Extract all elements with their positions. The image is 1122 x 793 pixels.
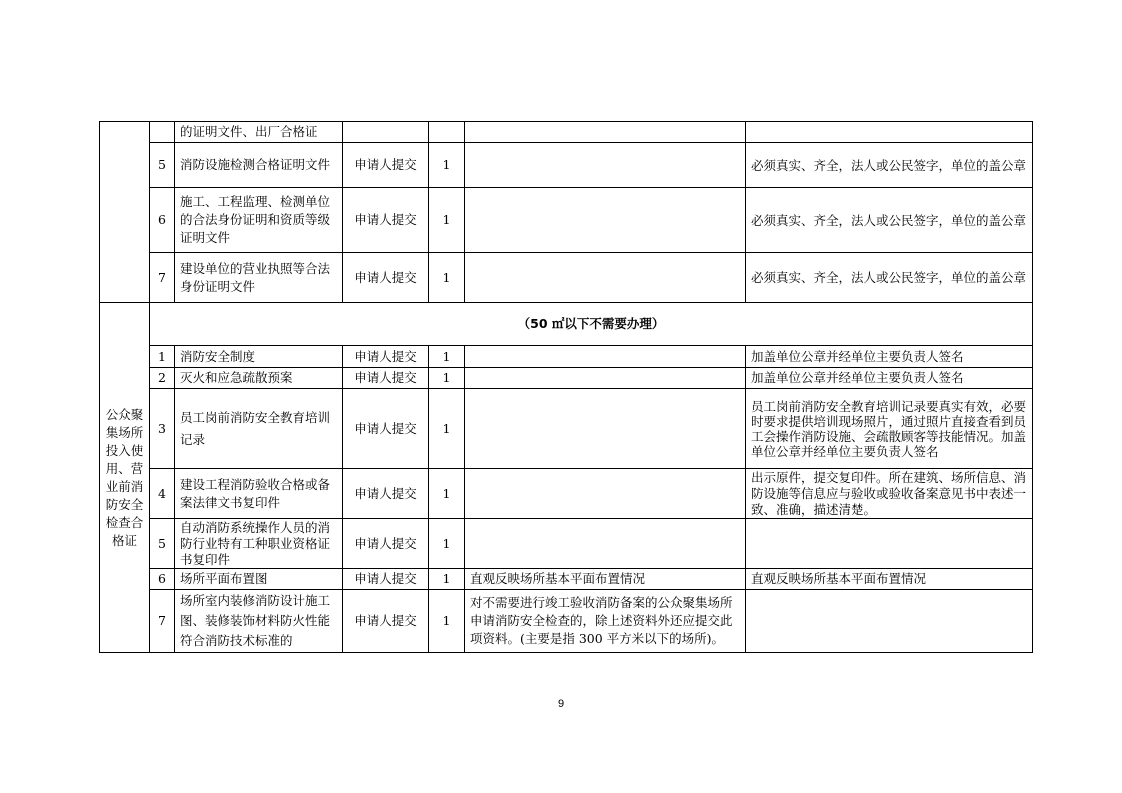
row-number: 4 <box>150 469 175 519</box>
copies: 1 <box>429 469 465 519</box>
table-row <box>100 569 1033 590</box>
basis: 直观反映场所基本平面布置情况 <box>465 569 746 590</box>
submission-method: 申请人提交 <box>343 188 429 253</box>
table-row <box>100 469 1033 519</box>
basis <box>465 253 746 303</box>
requirement-note: 必须真实、齐全，法人或公民签字，单位的盖公章 <box>746 253 1033 303</box>
basis <box>465 469 746 519</box>
requirement-note: 必须真实、齐全，法人或公民签字，单位的盖公章 <box>746 188 1033 253</box>
copies: 1 <box>429 569 465 590</box>
row-number: 6 <box>150 188 175 253</box>
requirement-note <box>746 590 1033 653</box>
table-row <box>100 253 1033 303</box>
submission-method: 申请人提交 <box>343 143 429 188</box>
copies: 1 <box>429 389 465 469</box>
material-name: 的证明文件、出厂合格证 <box>175 122 343 143</box>
material-name: 场所平面布置图 <box>175 569 343 590</box>
material-name: 施工、工程监理、检测单位的合法身份证明和资质等级证明文件 <box>175 188 343 253</box>
table-row <box>100 143 1033 188</box>
row-number <box>150 122 175 143</box>
copies: 1 <box>429 188 465 253</box>
submission-method: 申请人提交 <box>343 590 429 653</box>
submission-method: 申请人提交 <box>343 569 429 590</box>
row-number: 1 <box>150 346 175 368</box>
table-row <box>100 368 1033 389</box>
requirement-note: 直观反映场所基本平面布置情况 <box>746 569 1033 590</box>
row-number: 2 <box>150 368 175 389</box>
basis <box>465 188 746 253</box>
submission-method: 申请人提交 <box>343 346 429 368</box>
basis <box>465 519 746 569</box>
table-row <box>100 590 1033 653</box>
basis: 对不需要进行竣工验收消防备案的公众聚集场所申请消防安全检查的，除上述资料外还应提交此项资料。(主要是指 300 平方米以下的场所)。 <box>465 590 746 653</box>
copies: 1 <box>429 590 465 653</box>
requirement-note: 加盖单位公章并经单位主要负责人签名 <box>746 346 1033 368</box>
basis <box>465 143 746 188</box>
requirement-note: 出示原件，提交复印件。所在建筑、场所信息、消防设施等信息应与验收或验收备案意见书中表述一致、准确，描述清楚。 <box>746 469 1033 519</box>
table-row <box>100 122 1033 143</box>
table-row <box>100 389 1033 469</box>
row-number: 5 <box>150 519 175 569</box>
row-number: 7 <box>150 253 175 303</box>
copies <box>429 122 465 143</box>
material-name: 自动消防系统操作人员的消防行业特有工种职业资格证书复印件 <box>175 519 343 569</box>
requirement-note: 必须真实、齐全，法人或公民签字，单位的盖公章 <box>746 143 1033 188</box>
requirement-note <box>746 122 1033 143</box>
table-row <box>100 303 1033 346</box>
material-name: 建设单位的营业执照等合法身份证明文件 <box>175 253 343 303</box>
row-number: 5 <box>150 143 175 188</box>
basis <box>465 368 746 389</box>
basis <box>465 346 746 368</box>
submission-method: 申请人提交 <box>343 368 429 389</box>
basis <box>465 122 746 143</box>
requirement-note <box>746 519 1033 569</box>
material-name: 建设工程消防验收合格或备案法律文书复印件 <box>175 469 343 519</box>
submission-method <box>343 122 429 143</box>
table-row <box>100 519 1033 569</box>
copies: 1 <box>429 346 465 368</box>
requirement-note: 员工岗前消防安全教育培训记录要真实有效，必要时要求提供培训现场照片，通过照片直接查看到员工会操作消防设施、会疏散顾客等技能情况。加盖单位公章并经单位主要负责人签名 <box>746 389 1033 469</box>
submission-method: 申请人提交 <box>343 389 429 469</box>
material-name: 员工岗前消防安全教育培训记录 <box>175 389 343 469</box>
submission-method: 申请人提交 <box>343 469 429 519</box>
requirement-note: 加盖单位公章并经单位主要负责人签名 <box>746 368 1033 389</box>
basis <box>465 389 746 469</box>
table-row <box>100 346 1033 368</box>
materials-table <box>99 121 1033 653</box>
copies: 1 <box>429 143 465 188</box>
copies: 1 <box>429 519 465 569</box>
material-name: 消防设施检测合格证明文件 <box>175 143 343 188</box>
row-number: 7 <box>150 590 175 653</box>
material-name: 场所室内装修消防设计施工图、装修装饰材料防火性能符合消防技术标准的 <box>175 590 343 653</box>
submission-method: 申请人提交 <box>343 519 429 569</box>
size-exemption-banner: （50 ㎡以下不需要办理） <box>150 303 1033 346</box>
category-cell-continued <box>100 122 150 303</box>
material-name: 灭火和应急疏散预案 <box>175 368 343 389</box>
material-name: 消防安全制度 <box>175 346 343 368</box>
table-row <box>100 188 1033 253</box>
category-cell: 公众聚集场所投入使用、营业前消防安全检查合格证 <box>100 303 150 653</box>
row-number: 3 <box>150 389 175 469</box>
page-number: 9 <box>557 698 565 710</box>
copies: 1 <box>429 253 465 303</box>
row-number: 6 <box>150 569 175 590</box>
copies: 1 <box>429 368 465 389</box>
submission-method: 申请人提交 <box>343 253 429 303</box>
